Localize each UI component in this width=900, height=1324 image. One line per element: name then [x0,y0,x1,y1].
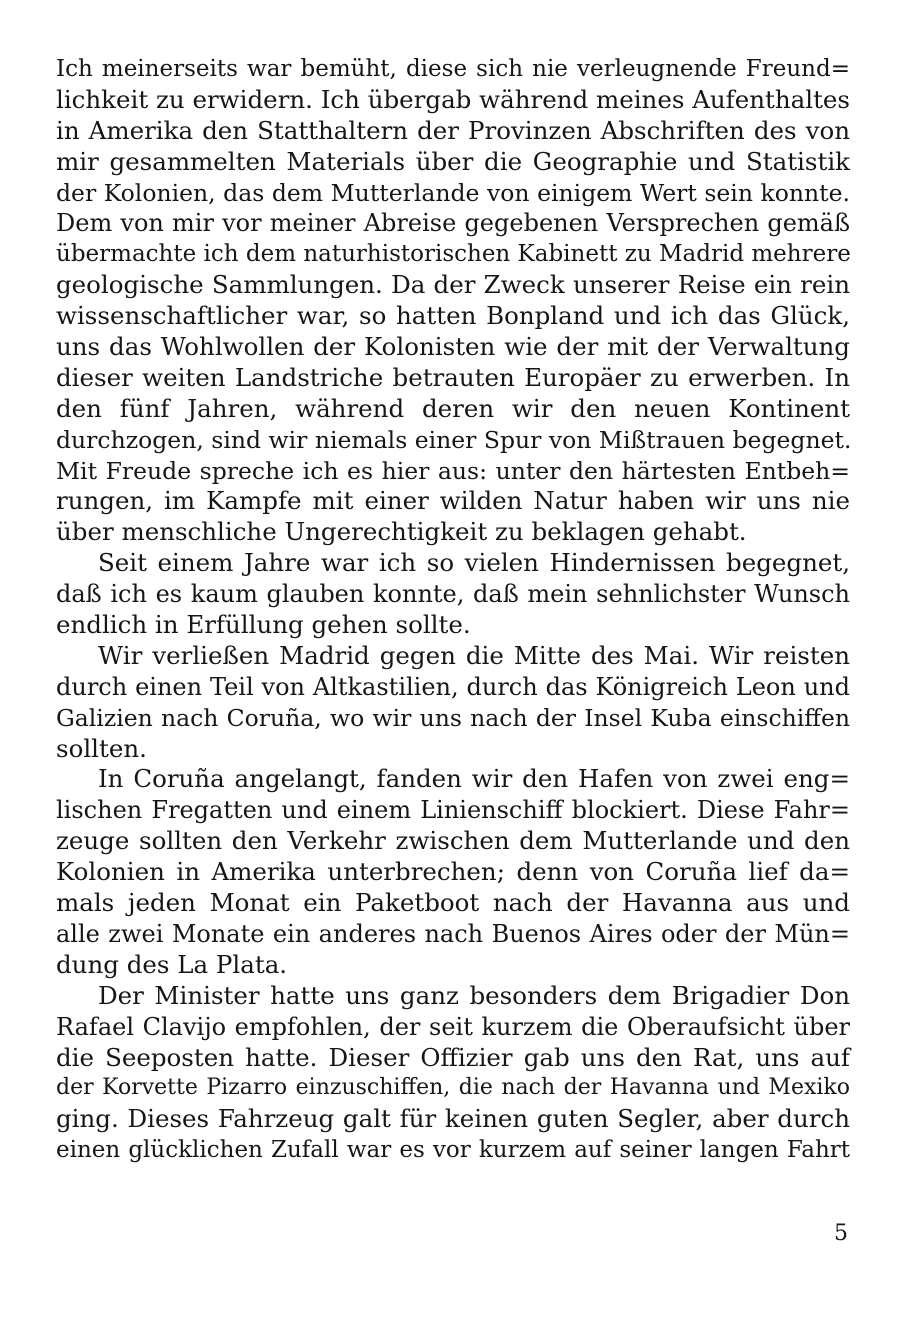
text-line: mals jeden Monat ein Paketboot nach der Havanna aus und [56,888,850,918]
text-line: uns das Wohlwollen der Kolonisten wie der mit der Verwaltung [56,332,850,362]
text-line: Kolonien in Amerika unterbrechen; denn von Coruña lief da= [56,857,850,887]
text-line: Mit Freude spreche ich es hier aus: unter den härtesten Entbeh= [56,456,850,485]
body-text [56,54,850,1166]
paragraph-start-line: Wir verließen Madrid gegen die Mitte des Mai. Wir reisten [98,640,850,670]
text-line: Rafael Clavijo empfohlen, der seit kurzem die Oberaufsicht über [56,1012,850,1041]
text-line: lischen Fregatten und einem Linienschiff blockiert. Diese Fahr= [56,796,850,825]
text-line: der Korvette Pizarro einzuschiffen, die nach der Havanna und Mexiko [56,1075,850,1101]
text-line: den fünf Jahren, während deren wir den neuen Kontinent [56,393,850,423]
paragraph-end-line: sollten. [56,733,147,763]
text-line: einen glücklichen Zufall war es vor kurzem auf seiner langen Fahrt [56,1137,850,1164]
text-line: der Kolonien, das dem Mutterlande von einigem Wert sein konnte. [56,178,850,207]
paragraph-start-line: In Coruña angelangt, fanden wir den Hafen von zwei eng= [98,764,850,794]
paragraph-end-line: über menschliche Ungerechtigkeit zu beklagen gehabt. [56,517,747,547]
text-line: mir gesammelten Materials über die Geographie und Statistik [56,146,850,176]
paragraph-end-line: endlich in Erfüllung gehen sollte. [56,610,471,640]
page-number: 5 [834,1221,848,1246]
paragraph-start-line: Der Minister hatte uns ganz besonders dem Brigadier Don [98,980,850,1010]
text-line: wissenschaftlicher war, so hatten Bonpland und ich das Glück, [56,301,850,331]
text-line: geologische Sammlungen. Da der Zweck unserer Reise ein rein [56,270,850,300]
paragraph-end-line: dung des La Plata. [56,949,288,979]
text-line: rungen, im Kampfe mit einer wilden Natur haben wir uns nie [56,486,850,516]
text-line: durchzogen, sind wir niemals einer Spur von Mißtrauen begegnet. [56,425,852,454]
text-line: zeuge sollten den Verkehr zwischen dem Mutterlande und den [56,826,850,856]
text-line: lichkeit zu erwidern. Ich übergab während meines Aufenthaltes [56,84,850,114]
text-line: ging. Dieses Fahrzeug galt für keinen guten Segler, aber durch [56,1104,850,1134]
text-line: dieser weiten Landstriche betrauten Europäer zu erwerben. In [56,362,850,392]
text-line: in Amerika den Statthaltern der Provinzen Abschriften des von [56,115,850,145]
text-line: alle zwei Monate ein anderes nach Buenos Aires oder der Mün= [56,919,850,948]
text-line: die Seeposten hatte. Dieser Offizier gab uns den Rat, uns auf [56,1042,850,1072]
text-line: Dem von mir vor meiner Abreise gegebenen Versprechen gemäß [56,209,850,238]
text-line: daß ich es kaum glauben konnte, daß mein sehnlichster Wunsch [56,580,850,609]
text-line: übermachte ich dem naturhistorischen Kabinett zu Madrid mehrere [56,241,851,268]
text-line: Ich meinerseits war bemüht, diese sich nie verleugnende Freund= [56,56,850,82]
text-line: durch einen Teil von Altkastilien, durch das Königreich Leon und [56,672,850,701]
text-line: Galizien nach Coruña, wo wir uns nach der Insel Kuba einschiffen [56,703,850,732]
paragraph-start-line: Seit einem Jahre war ich so vielen Hindernissen begegnet, [98,548,850,578]
